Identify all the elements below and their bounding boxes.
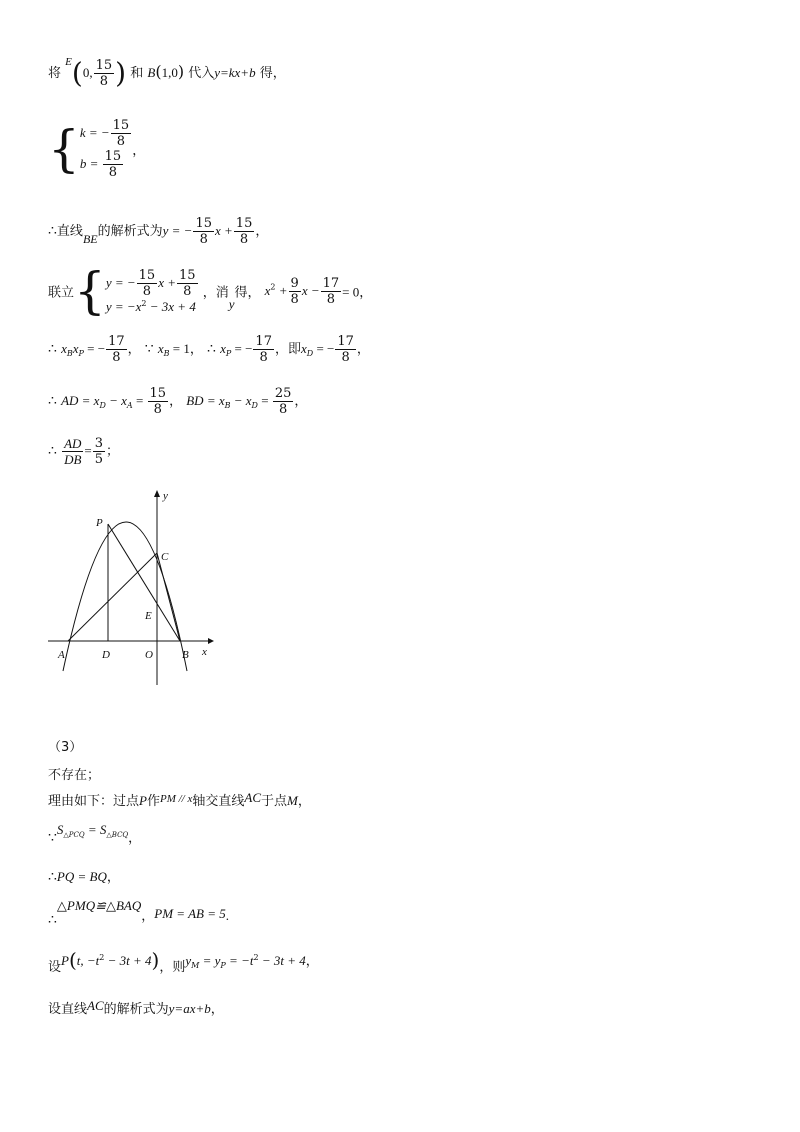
- sub: D: [99, 401, 106, 410]
- part-3-label: （3）: [48, 740, 83, 755]
- sub: D: [306, 349, 314, 358]
- label-x: x: [202, 646, 207, 658]
- line-BE: [48, 216, 268, 247]
- parabola-figure: [40, 488, 220, 693]
- eq: = −t: [225, 953, 254, 968]
- text: 设: [48, 960, 62, 975]
- line-label: AC: [87, 998, 104, 1013]
- den: 8: [290, 291, 299, 307]
- eq: =: [84, 443, 92, 458]
- point-P: P: [139, 793, 147, 808]
- text: 和: [130, 66, 144, 81]
- eq: − x: [230, 393, 252, 408]
- eq: x −: [301, 283, 320, 298]
- text: 将: [48, 66, 62, 81]
- num: AD: [64, 436, 82, 451]
- therefore: ∴: [48, 869, 57, 885]
- eq: y = −x: [105, 298, 142, 314]
- segment-CB: [157, 553, 180, 641]
- text: ，消: [202, 285, 229, 301]
- line-label: BE: [82, 232, 98, 246]
- answer-text: 不存在；: [48, 768, 101, 783]
- eq: y=ax+b: [168, 1001, 211, 1016]
- text: 代入: [188, 66, 215, 81]
- text: ，则: [159, 960, 186, 975]
- therefore: ∴: [48, 223, 57, 239]
- eq: x +: [215, 223, 233, 238]
- eq: − 3t + 4: [258, 953, 306, 968]
- therefore: ∴: [48, 341, 57, 357]
- line-xbxp: [48, 334, 370, 365]
- text: 作: [146, 794, 160, 809]
- den: 8: [142, 283, 152, 299]
- num: 15: [195, 216, 212, 231]
- because: ∵: [48, 830, 57, 846]
- den: 8: [183, 283, 192, 299]
- eq: AD = x: [61, 393, 100, 408]
- x-axis-arrow: [208, 638, 214, 644]
- eq: +: [275, 283, 288, 298]
- den: 8: [99, 74, 108, 89]
- eq: PQ = BQ: [56, 869, 107, 884]
- num: 15: [138, 267, 156, 283]
- text: ，: [255, 224, 269, 239]
- den: 8: [116, 134, 126, 149]
- num: 15: [235, 216, 253, 231]
- eq: = 1: [169, 341, 190, 356]
- sub: A: [126, 401, 133, 410]
- sub: △PCQ: [63, 831, 85, 839]
- text: 得，: [259, 66, 286, 81]
- coord: 0,: [82, 65, 93, 80]
- text: ，: [128, 831, 142, 846]
- text: ，: [305, 954, 319, 969]
- label-O: O: [145, 649, 153, 661]
- num: 15: [112, 118, 130, 133]
- line-reason: [48, 790, 311, 809]
- label-B: B: [182, 649, 189, 661]
- den: 8: [153, 402, 162, 417]
- line-AD-BD: [48, 386, 307, 417]
- den: 8: [112, 350, 121, 365]
- eq: = y: [199, 953, 221, 968]
- point-P: P: [61, 953, 69, 968]
- line-substitute: 将 $^E$(0, $\frac{15}{8}$ ) 和 B(1,0) 代入y=kx+b 得，: [48, 56, 286, 90]
- line-PQ: [48, 866, 120, 885]
- sub: D: [251, 401, 258, 410]
- point-M: M: [287, 793, 298, 808]
- y-axis-arrow: [154, 490, 160, 497]
- therefore: ∴: [207, 341, 216, 357]
- text: ，: [294, 394, 308, 409]
- den: 8: [108, 165, 117, 180]
- num: 17: [337, 334, 354, 349]
- var: x: [220, 341, 226, 356]
- text: 理由如下：过点: [48, 794, 140, 809]
- text: ；: [106, 444, 120, 459]
- var: y: [228, 296, 235, 312]
- var: x: [300, 341, 307, 356]
- text: 得，: [234, 285, 261, 301]
- exp: 2: [270, 282, 276, 292]
- eq: x: [264, 283, 271, 298]
- text: ，即: [274, 342, 301, 357]
- therefore: ∴: [48, 443, 57, 459]
- label-D: D: [102, 649, 110, 661]
- eq: − x: [105, 393, 127, 408]
- den: 8: [341, 350, 350, 365]
- text: ，: [141, 909, 155, 924]
- eq: BD = x: [186, 393, 225, 408]
- therefore: ∴: [48, 912, 57, 928]
- sub: △BCQ: [106, 831, 129, 839]
- sub: P: [220, 961, 226, 970]
- eq: = −: [313, 341, 335, 356]
- text: ，: [127, 342, 141, 357]
- var: y: [185, 953, 192, 968]
- line-setAC: [48, 998, 224, 1017]
- eq: =: [257, 393, 272, 408]
- den: 8: [278, 402, 288, 417]
- den: DB: [64, 452, 82, 467]
- line-label: AC: [244, 790, 262, 805]
- eq: − 3t + 4: [104, 953, 152, 968]
- num: 15: [104, 149, 122, 164]
- line-area: [48, 822, 141, 846]
- text: .: [225, 908, 229, 923]
- text: 的解析式为: [97, 224, 163, 239]
- line-ratio: [48, 436, 119, 467]
- eq: t, −t: [76, 953, 100, 968]
- exp: 2: [141, 298, 147, 308]
- because: ∵: [144, 341, 154, 357]
- den: 8: [326, 291, 336, 307]
- text: ，: [210, 1002, 224, 1017]
- coord: 1,0: [161, 65, 178, 80]
- eq: △PMQ≌△BAQ: [56, 898, 142, 913]
- sub: B: [66, 349, 73, 358]
- num: 15: [95, 58, 113, 73]
- b-eq: b =: [79, 156, 102, 171]
- text: ，: [132, 143, 146, 159]
- den: 8: [199, 232, 208, 247]
- text: 联立: [48, 285, 75, 301]
- var: x: [157, 341, 164, 356]
- text: 的解析式为: [103, 1002, 169, 1017]
- point-B: B: [147, 65, 156, 80]
- text: ，: [356, 342, 370, 357]
- sub: P: [225, 349, 232, 358]
- eq: S: [56, 822, 64, 837]
- eq: y = −: [162, 223, 193, 238]
- sub: B: [163, 349, 170, 358]
- k-eq: k = −: [79, 125, 110, 140]
- eq: = −: [83, 341, 106, 356]
- label-A: A: [58, 649, 65, 661]
- segment-PB: [108, 524, 180, 641]
- eq: x +: [158, 274, 176, 290]
- label-P: P: [96, 517, 103, 529]
- eq: − 3x + 4: [146, 298, 196, 314]
- den: 8: [239, 232, 249, 247]
- text: 设直线: [48, 1002, 88, 1017]
- sub: B: [224, 401, 231, 410]
- num: 15: [149, 386, 167, 401]
- eq: =: [132, 393, 147, 408]
- var: x: [72, 341, 79, 356]
- text: 于点: [261, 794, 288, 809]
- text: ，: [169, 394, 183, 409]
- num: 17: [255, 334, 272, 349]
- eq: = 0，: [342, 284, 373, 300]
- num: 17: [322, 275, 340, 291]
- line-congruent: [48, 898, 229, 928]
- var: x: [61, 341, 67, 356]
- system-k-b: { k = − $\frac{15}{8}$ b = $\frac{15}{8}$ ，: [48, 118, 146, 180]
- text: ，: [297, 794, 311, 809]
- text: 轴交直线: [192, 794, 245, 809]
- line-setP: 设P(t, $-t^2 - 3t + 4$)，则$y_M = y_P = -t^2 - 3t + 4$，: [48, 948, 319, 975]
- therefore: ∴: [48, 393, 57, 409]
- text: ，: [106, 870, 120, 885]
- num: 9: [290, 275, 299, 291]
- line-lianli: 联立{ y = − $\frac{15}{8}$ x + $\frac{15}{8}$ $y = -x^2 - 3x + 4$ ，消y得， $x^2$ + $\frac{9}{8}$ x − $\frac{17}{8}$ = 0，: [48, 262, 373, 320]
- text: 直线: [56, 224, 83, 239]
- label-y: y: [163, 490, 168, 502]
- eq: = S: [84, 822, 107, 837]
- den: 8: [259, 350, 268, 365]
- label-C: C: [161, 551, 169, 563]
- exp: 2: [99, 953, 105, 962]
- num: 25: [274, 386, 292, 401]
- sub: M: [191, 961, 200, 970]
- equation: y=kx+b: [214, 65, 256, 80]
- point-E: E: [65, 56, 72, 68]
- sub: P: [78, 349, 84, 358]
- num: 15: [179, 267, 196, 283]
- eq: PM = AB = 5: [154, 906, 226, 921]
- num: 17: [108, 334, 125, 349]
- eq: y = −: [105, 274, 136, 290]
- den: 5: [94, 452, 104, 467]
- num: 3: [94, 436, 104, 451]
- label-E: E: [145, 610, 152, 622]
- eq: PM // x: [159, 793, 193, 805]
- text: ，: [189, 342, 203, 357]
- exp: 2: [253, 953, 259, 962]
- eq: = −: [231, 341, 253, 356]
